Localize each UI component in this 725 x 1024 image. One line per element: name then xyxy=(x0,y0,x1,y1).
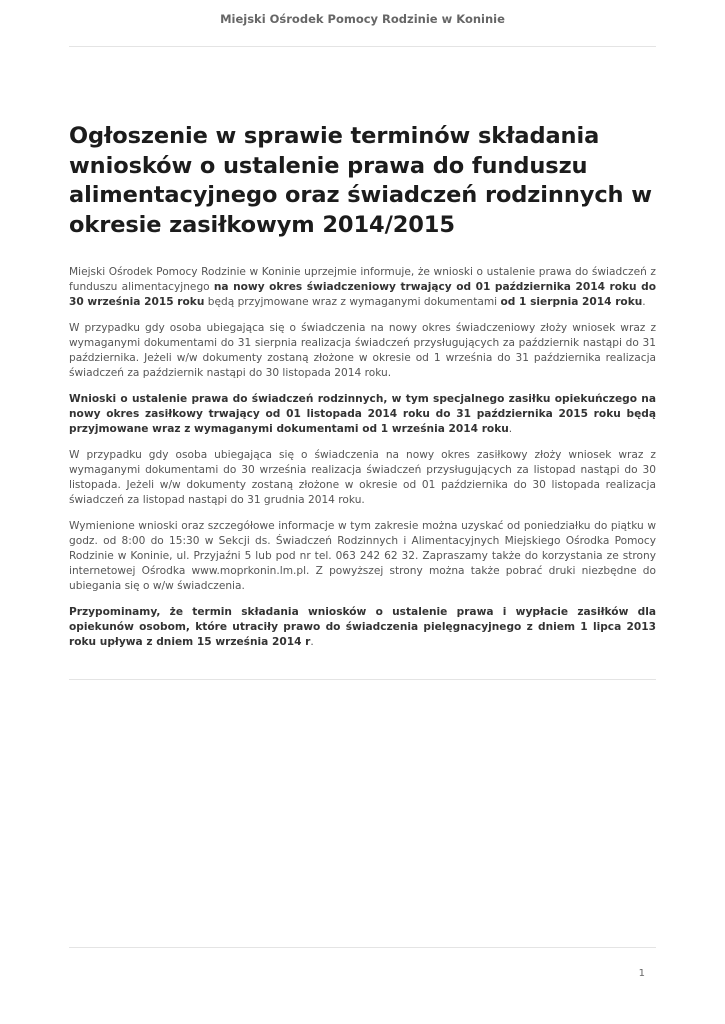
paragraph-4: W przypadku gdy osoba ubiegająca się o świadczenia na nowy okres zasiłkowy złoży wniosek wraz z wymaganymi dokumentami do 30 września realizacja świadczeń przysługujących za listopad nastąpi do 30 listopada. Jeżeli w/w dokumenty zostaną złożone w okresie od 01 października do 30 listopada realizacja świadczeń za listopad nastąpi do 31 grudnia 2014 roku. xyxy=(69,449,656,506)
paragraph-1-bold-b: od 1 sierpnia 2014 roku xyxy=(500,296,643,308)
paragraph-5: Wymienione wnioski oraz szczegółowe informacje w tym zakresie można uzyskać od poniedziałku do piątku w godz. od 8:00 do 15:30 w Sekcji ds. Świadczeń Rodzinnych i Alimentacyjnych Miejskiego Ośrodka Pomocy Rodzinie w Koninie, ul. Przyjaźni 5 lub pod nr tel. 063 242 62 32. Zapraszamy także do korzystania ze strony internetowej Ośrodka www.moprkonin.lm.pl. Z powyższej strony można także pobrać druki niezbędne do ubiegania się o w/w świadczenia. xyxy=(69,520,656,592)
content-divider xyxy=(69,679,656,680)
paragraph-3 xyxy=(69,392,656,437)
article-body xyxy=(69,265,656,661)
footer-divider xyxy=(69,947,656,948)
paragraph-1 xyxy=(69,265,656,310)
paragraph-1-text-b: będą przyjmowane wraz z wymaganymi dokumentami xyxy=(204,296,501,308)
paragraph-6-bold: Przypominamy, że termin składania wniosków o ustalenie prawa i wypłacie zasiłków dla opiekunów osobom, które utraciły prawo do świadczenia pielęgnacyjnego z dniem 1 lipca 2013 roku upływa z dniem 15 września 2014 r xyxy=(69,606,656,648)
paragraph-6-text: . xyxy=(310,636,314,648)
paragraph-3-bold: Wnioski o ustalenie prawa do świadczeń rodzinnych, w tym specjalnego zasiłku opiekuńczego na nowy okres zasiłkowy trwający od 01 listopada 2014 roku do 31 października 2015 roku będą przyjmowane wraz z wymaganymi dokumentami od 1 września 2014 roku xyxy=(69,393,656,435)
page-header: Miejski Ośrodek Pomocy Rodzinie w Koninie xyxy=(220,12,505,26)
header-divider xyxy=(69,46,656,47)
paragraph-2: W przypadku gdy osoba ubiegająca się o świadczenia na nowy okres świadczeniowy złoży wniosek wraz z wymaganymi dokumentami do 31 sierpnia realizacja świadczeń przysługujących za październik nastąpi do 31 października. Jeżeli w/w dokumenty zostaną złożone w okresie od 1 września do 31 października realizacja świadczeń za październik nastąpi do 30 listopada 2014 roku. xyxy=(69,322,656,379)
paragraph-1-text-a: Miejski Ośrodek Pomocy Rodzinie w Koninie uprzejmie informuje, że wnioski o ustalenie prawa do świadczeń z funduszu alimentacyjnego xyxy=(69,266,656,293)
paragraph-1-text-c: . xyxy=(642,296,646,308)
paragraph-3-text: . xyxy=(508,423,513,435)
page-number: 1 xyxy=(638,968,645,979)
paragraph-1-bold-a: na nowy okres świadczeniowy trwający od 01 października 2014 roku do 30 września 2015 roku xyxy=(69,281,656,308)
paragraph-6 xyxy=(69,605,656,650)
article-title: Ogłoszenie w sprawie terminów składania wniosków o ustalenie prawa do funduszu alimentacyjnego oraz świadczeń rodzinnych w okresie zasiłkowym 2014/2015 xyxy=(69,123,652,238)
